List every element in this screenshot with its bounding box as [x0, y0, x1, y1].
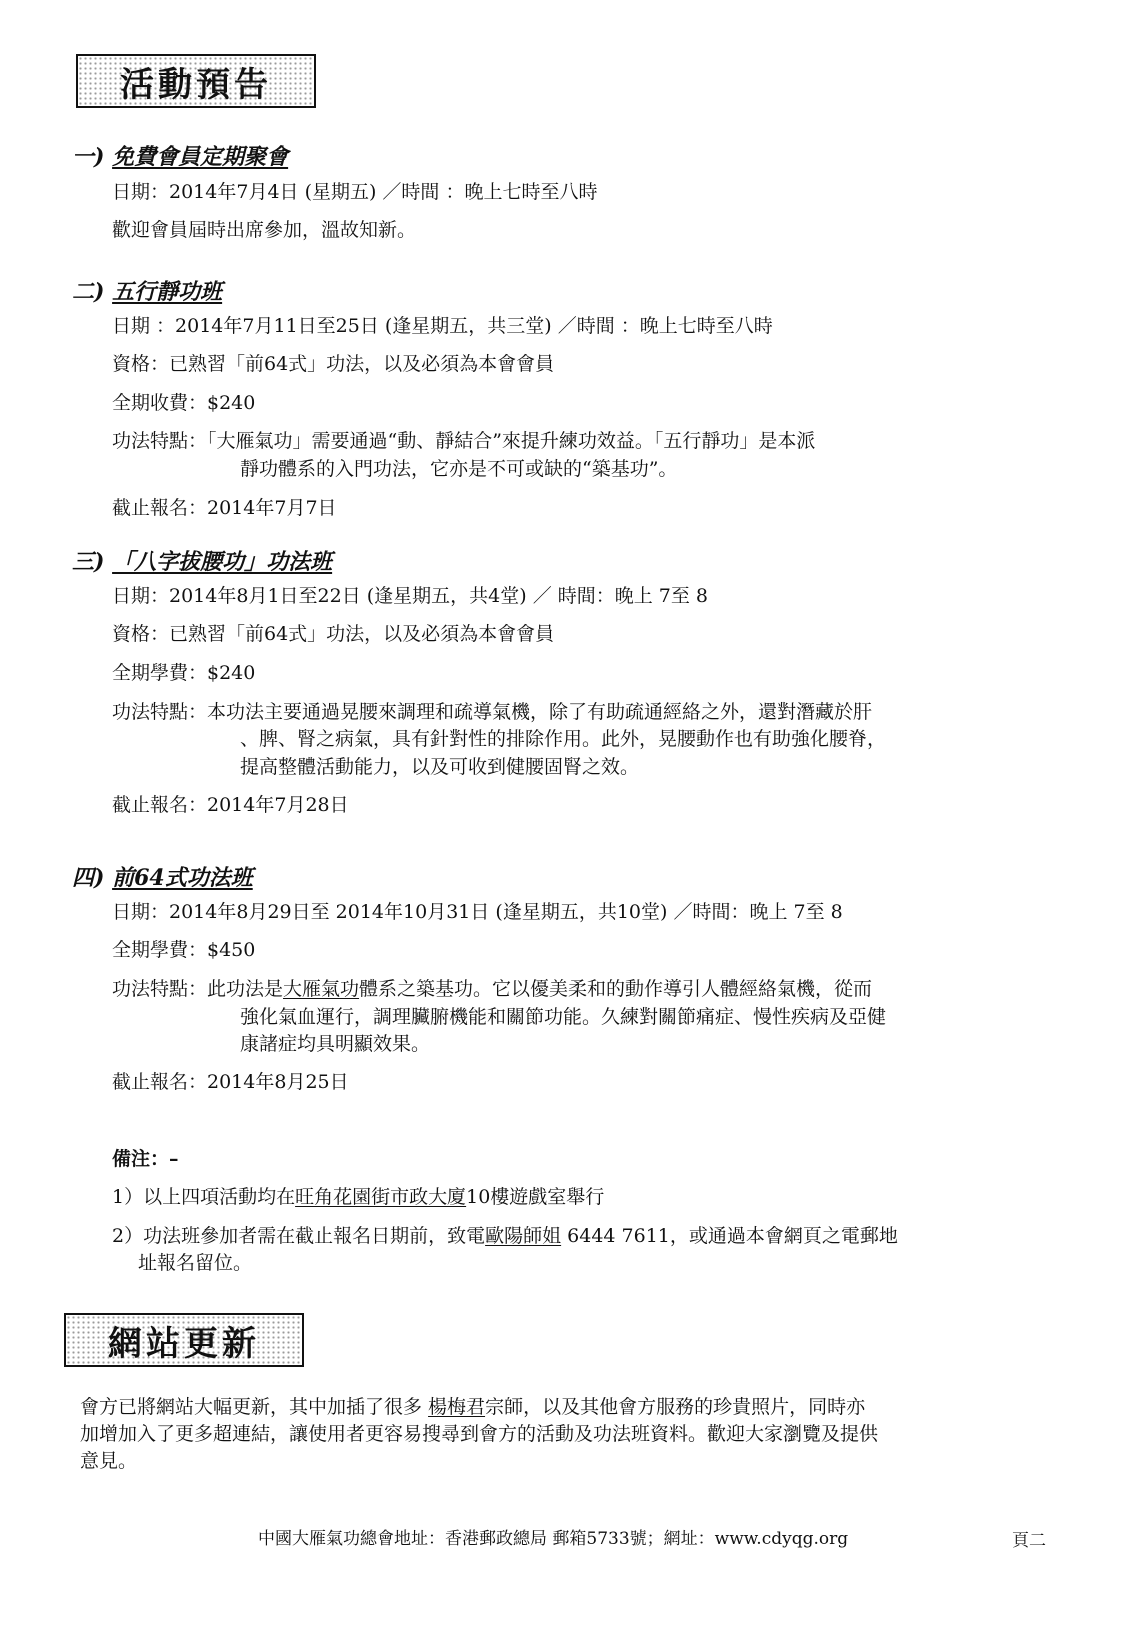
- event-deadline-line: 截止報名：2014年7月28日: [112, 794, 349, 816]
- event-feature-line: 強化氣血運行，調理臟腑機能和關節功能。久練對關節痛症、慢性疾病及亞健: [240, 1006, 887, 1028]
- event-number: 四): [72, 865, 105, 891]
- remark-item-2-continued: 址報名留位。: [138, 1252, 253, 1274]
- feature-suffix: 體系之築基功。它以優美柔和的動作導引人體經絡氣機，從而: [359, 978, 873, 1000]
- website-update-suffix: 宗師，以及其他會方服務的珍貴照片，同時亦: [485, 1396, 866, 1418]
- website-update-line: [80, 1393, 865, 1421]
- remarks-label: 備注：–: [112, 1148, 179, 1170]
- event-feature-line: 靜功體系的入門功法，它亦是不可或缺的“築基功”。: [240, 458, 678, 480]
- event-number: 二): [72, 279, 105, 305]
- feature-prefix: 功法特點：此功法是: [112, 978, 284, 1000]
- master-name-link: 楊梅君: [428, 1396, 486, 1418]
- event-number: 一): [72, 144, 105, 170]
- remark-prefix: 1）以上四項活動均在: [112, 1186, 296, 1208]
- event-qualification-line: 資格：已熟習「前64式」功法，以及必須為本會會員: [112, 353, 555, 375]
- event-deadline-line: 截止報名：2014年8月25日: [112, 1071, 349, 1093]
- remark-prefix: 2）功法班參加者需在截止報名日期前，致電: [112, 1225, 486, 1247]
- event-heading-3: [72, 545, 332, 576]
- remark-suffix: 6444 7611，或通過本會網頁之電郵地: [561, 1225, 898, 1247]
- remark-contact-link: 歐陽師姐: [485, 1225, 562, 1247]
- event-feature-line: [112, 975, 872, 1003]
- event-deadline-line: 截止報名：2014年7月7日: [112, 497, 337, 519]
- event-feature-line: 、脾、腎之病氣，具有針對性的排除作用。此外，晃腰動作也有助強化腰脊，: [240, 728, 887, 750]
- event-heading-2: [72, 275, 222, 306]
- event-name: 前64式功法班: [112, 865, 253, 891]
- event-date-line: 日期：2014年7月4日 (星期五) ／時間 ：晚上七時至八時: [112, 181, 598, 203]
- event-heading-1: [72, 140, 288, 171]
- footer-address: 中國大雁氣功總會地址：香港郵政總局 郵箱5733號；網址：www.cdyqg.org: [258, 1529, 849, 1549]
- event-feature-line: 康諸症均具明顯效果。: [240, 1033, 431, 1055]
- remark-venue-link: 旺角花園街市政大廈: [295, 1186, 467, 1208]
- event-name: 五行靜功班: [112, 279, 223, 305]
- section-title-website-update: 網站更新: [64, 1313, 304, 1367]
- event-feature-line: 功法特點：本功法主要通過晃腰來調理和疏導氣機，除了有助疏通經絡之外，還對潛藏於肝: [112, 701, 873, 723]
- website-update-prefix: 會方已將網站大幅更新，其中加插了很多: [80, 1396, 429, 1418]
- footer-page-number: 頁二: [1012, 1531, 1046, 1551]
- event-feature-line: 功法特點：「大雁氣功」需要通過“動、靜結合”來提升練功效益。「五行靜功」是本派: [112, 430, 816, 452]
- event-fee-line: 全期學費：$240: [112, 662, 256, 684]
- event-heading-4: [72, 861, 253, 892]
- event-qualification-line: 資格：已熟習「前64式」功法，以及必須為本會會員: [112, 623, 555, 645]
- event-number: 三): [72, 549, 105, 575]
- event-name: 「八字拔腰功」功法班: [112, 549, 333, 575]
- event-name: 免費會員定期聚會: [112, 144, 289, 170]
- event-fee-line: 全期收費：$240: [112, 392, 256, 414]
- event-date-line: 日期：2014年8月29日至 2014年10月31日 (逢星期五，共10堂) ／時間：晚上 7至 8: [112, 901, 843, 923]
- website-update-line: 加增加入了更多超連結，讓使用者更容易搜尋到會方的活動及功法班資料。歡迎大家瀏覽及提供: [80, 1423, 879, 1445]
- event-feature-line: 提高整體活動能力，以及可收到健腰固腎之效。: [240, 756, 640, 778]
- remark-item-1: [112, 1183, 604, 1211]
- event-date-line: 日期：2014年8月1日至22日 (逢星期五，共4堂) ／ 時間：晚上 7至 8: [112, 585, 708, 607]
- event-fee-line: 全期學費：$450: [112, 939, 256, 961]
- feature-link-dayan-qigong: 大雁氣功: [283, 978, 360, 1000]
- event-date-line: 日期 ：2014年7月11日至25日 (逢星期五，共三堂) ／時間 ：晚上七時至八時: [112, 315, 773, 337]
- remark-item-2: [112, 1222, 898, 1250]
- website-update-line: 意見。: [80, 1450, 138, 1472]
- remark-suffix: 10樓遊戲室舉行: [466, 1186, 605, 1208]
- event-note-line: 歡迎會員屆時出席參加，溫故知新。: [112, 219, 417, 241]
- section-title-activities: 活動預告: [76, 54, 316, 108]
